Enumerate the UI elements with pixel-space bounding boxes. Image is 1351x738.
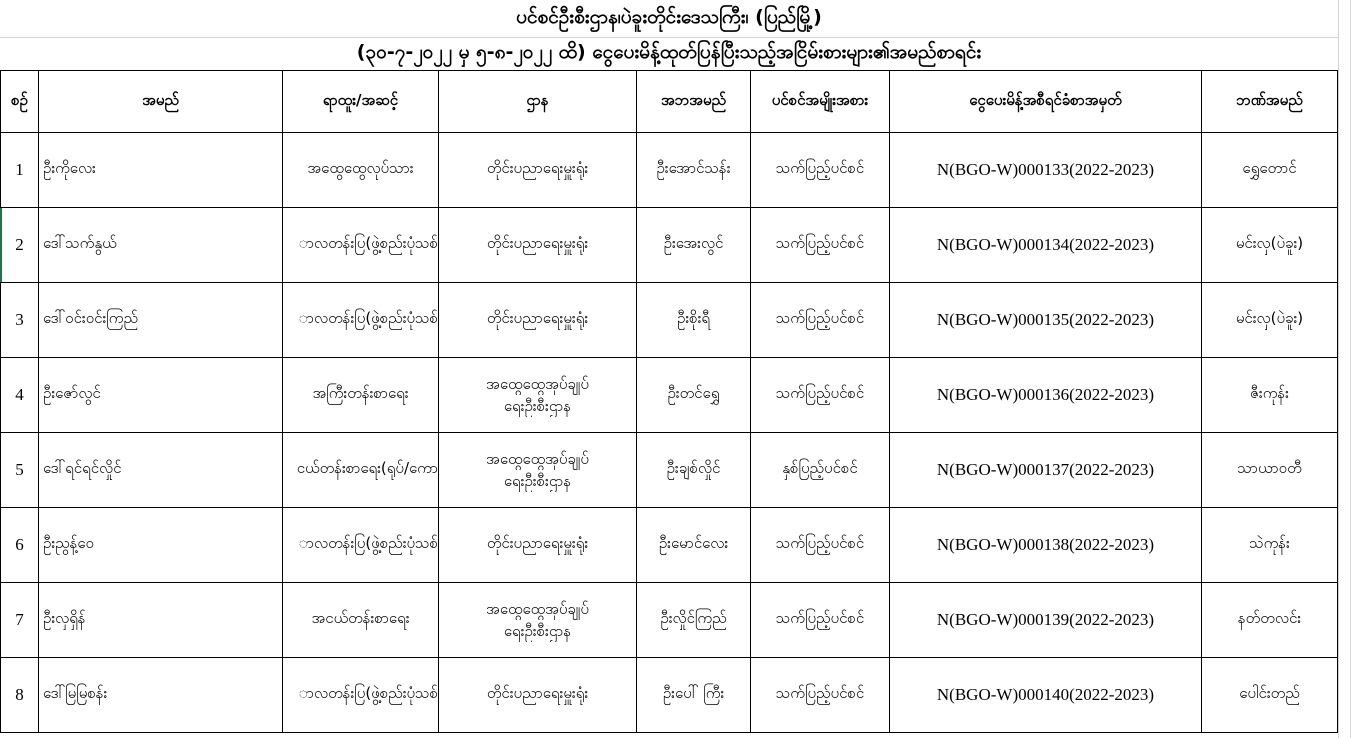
sheet-subtitle[interactable]: (၃၀-၇-၂၀၂၂ မှ ၅-၈-၂၀၂၂ ထိ) ငွေပေးမိန့်ထုတ်ပြန်ပြီးသည့်အငြိမ်းစားများ၏အမည်စာရင်း [356,41,982,63]
cell-name[interactable]: ဒေါ်ဝင်းဝင်းကြည် [39,283,283,358]
cell-department[interactable]: တိုင်းပညာရေးမှူးရုံး [439,508,637,583]
cell-no[interactable]: 1 [1,133,39,208]
cell-pension-type[interactable]: သက်ပြည့်ပင်စင် [751,208,890,283]
pension-table [0,70,1338,733]
cell-father-name[interactable]: ဦးစိုးရီ [637,283,751,358]
cell-department-line2: ရေးဦးစီးဌာန [503,397,572,415]
cell-department-line2: ရေးဦးစီးဌာန [503,472,572,490]
header-rank[interactable]: ရာထူး/အဆင့် [283,71,439,133]
cell-pension-type[interactable]: သက်ပြည့်ပင်စင် [751,508,890,583]
cell-rank[interactable]: ာလတန်းပြ(ဖွဲ့စည်းပုံသစ် [283,283,439,358]
cell-name[interactable]: ဒေါ်မြမြစန်း [39,658,283,733]
cell-rank[interactable]: ာလတန်းပြ(ဖွဲ့စည်းပုံသစ် [283,508,439,583]
cell-order-number[interactable]: N(BGO-W)000138(2022-2023) [890,508,1202,583]
table-row [1,208,1338,283]
table-row [1,283,1338,358]
header-no[interactable]: စဉ် [1,71,39,133]
cell-father-name[interactable]: ဦးအောင်သန်း [637,133,751,208]
cell-department[interactable]: တိုင်းပညာရေးမှူးရုံး [439,283,637,358]
cell-no[interactable]: 5 [1,433,39,508]
cell-name[interactable]: ဦးလှရှိန် [39,583,283,658]
table-row [1,583,1338,658]
cell-pension-type[interactable]: သက်ပြည့်ပင်စင် [751,658,890,733]
cell-order-number[interactable]: N(BGO-W)000140(2022-2023) [890,658,1202,733]
cell-father-name[interactable]: ဦးအေးလွင် [637,208,751,283]
cell-bank[interactable]: သဲကုန်း [1202,508,1338,583]
cell-bank[interactable]: နတ်တလင်း [1202,583,1338,658]
table-row [1,508,1338,583]
table-row [1,358,1338,433]
cell-pension-type[interactable]: နှစ်ပြည့်ပင်စင် [751,433,890,508]
cell-rank[interactable]: အကြီးတန်းစာရေး [283,358,439,433]
cell-order-number[interactable]: N(BGO-W)000137(2022-2023) [890,433,1202,508]
cell-father-name[interactable]: ဦးတင်ရွှေ [637,358,751,433]
table-row [1,133,1338,208]
table-row [1,658,1338,733]
cell-department-line1: အထွေထွေအုပ်ချုပ် [486,600,589,618]
cell-father-name[interactable]: ဦးမောင်လေး [637,508,751,583]
cell-order-number[interactable]: N(BGO-W)000133(2022-2023) [890,133,1202,208]
cell-name[interactable]: ဒေါ်ရင်ရင်လှိုင် [39,433,283,508]
cell-no[interactable]: 8 [1,658,39,733]
cell-no[interactable]: 7 [1,583,39,658]
cell-name[interactable]: ဒေါ်သက်နွယ် [39,208,283,283]
cell-rank[interactable]: အထွေထွေလုပ်သား [283,133,439,208]
cell-bank[interactable]: မင်းလှ(ပဲခူး) [1202,283,1338,358]
cell-department[interactable] [439,583,637,658]
cell-bank[interactable]: ဇီးကုန်း [1202,358,1338,433]
cell-department[interactable] [439,358,637,433]
cell-no[interactable]: 4 [1,358,39,433]
cell-pension-type[interactable]: သက်ပြည့်ပင်စင် [751,133,890,208]
table-row [1,433,1338,508]
cell-pension-type[interactable]: သက်ပြည့်ပင်စင် [751,358,890,433]
cell-father-name[interactable]: ဦးချစ်လှိုင် [637,433,751,508]
column-gridline [1338,0,1339,738]
cell-department[interactable]: တိုင်းပညာရေးမှူးရုံး [439,133,637,208]
cell-department[interactable]: တိုင်းပညာရေးမှူးရုံး [439,658,637,733]
header-department[interactable]: ဌာန [439,71,637,133]
active-row-indicator [0,208,2,282]
cell-department[interactable]: တိုင်းပညာရေးမှူးရုံး [439,208,637,283]
cell-no[interactable]: 2 [1,208,39,283]
cell-rank[interactable]: ာလတန်းပြ(ဖွဲ့စည်းပုံသစ် [283,208,439,283]
cell-father-name[interactable]: ဦးပေါ် ကြီး [637,658,751,733]
cell-father-name[interactable]: ဦးလှိုင်ကြည် [637,583,751,658]
cell-name[interactable]: ဦးဇော်လွင် [39,358,283,433]
cell-rank[interactable]: ငယ်တန်းစာရေး(ရုပ်/ကော [283,433,439,508]
cell-bank[interactable]: ရွှေတောင် [1202,133,1338,208]
cell-department[interactable] [439,433,637,508]
cell-pension-type[interactable]: သက်ပြည့်ပင်စင် [751,283,890,358]
header-father-name[interactable]: အဘအမည် [637,71,751,133]
header-order-number[interactable]: ငွေပေးမိန့်အစီရင်ခံစာအမှတ် [890,71,1202,133]
cell-department-line1: အထွေထွေအုပ်ချုပ် [486,450,589,468]
cell-bank[interactable]: ပေါင်းတည် [1202,658,1338,733]
header-pension-type[interactable]: ပင်စင်အမျိုးအစား [751,71,890,133]
cell-bank[interactable]: မင်းလှ(ပဲခူး) [1202,208,1338,283]
cell-order-number[interactable]: N(BGO-W)000136(2022-2023) [890,358,1202,433]
cell-no[interactable]: 3 [1,283,39,358]
cell-name[interactable]: ဦးညွန့်ဝေ [39,508,283,583]
cell-order-number[interactable]: N(BGO-W)000134(2022-2023) [890,208,1202,283]
cell-rank[interactable]: အငယ်တန်းစာရေး [283,583,439,658]
cell-department-line1: အထွေထွေအုပ်ချုပ် [486,375,589,393]
header-row [1,71,1338,133]
cell-name[interactable]: ဦးကိုလေး [39,133,283,208]
header-bank[interactable]: ဘဏ်အမည် [1202,71,1338,133]
header-name[interactable]: အမည် [39,71,283,133]
cell-bank[interactable]: သာယာဝတီ [1202,433,1338,508]
sheet-title[interactable]: ပင်စင်ဦးစီးဌာန၊ပဲခူးတိုင်းဒေသကြီး၊ (ပြည်မြို့) [0,0,1338,38]
cell-order-number[interactable]: N(BGO-W)000135(2022-2023) [890,283,1202,358]
cell-order-number[interactable]: N(BGO-W)000139(2022-2023) [890,583,1202,658]
cell-pension-type[interactable]: သက်ပြည့်ပင်စင် [751,583,890,658]
cell-department-line2: ရေးဦးစီးဌာန [503,622,572,640]
cell-no[interactable]: 6 [1,508,39,583]
cell-rank[interactable]: ာလတန်းပြ(ဖွဲ့စည်းပုံသစ် [283,658,439,733]
